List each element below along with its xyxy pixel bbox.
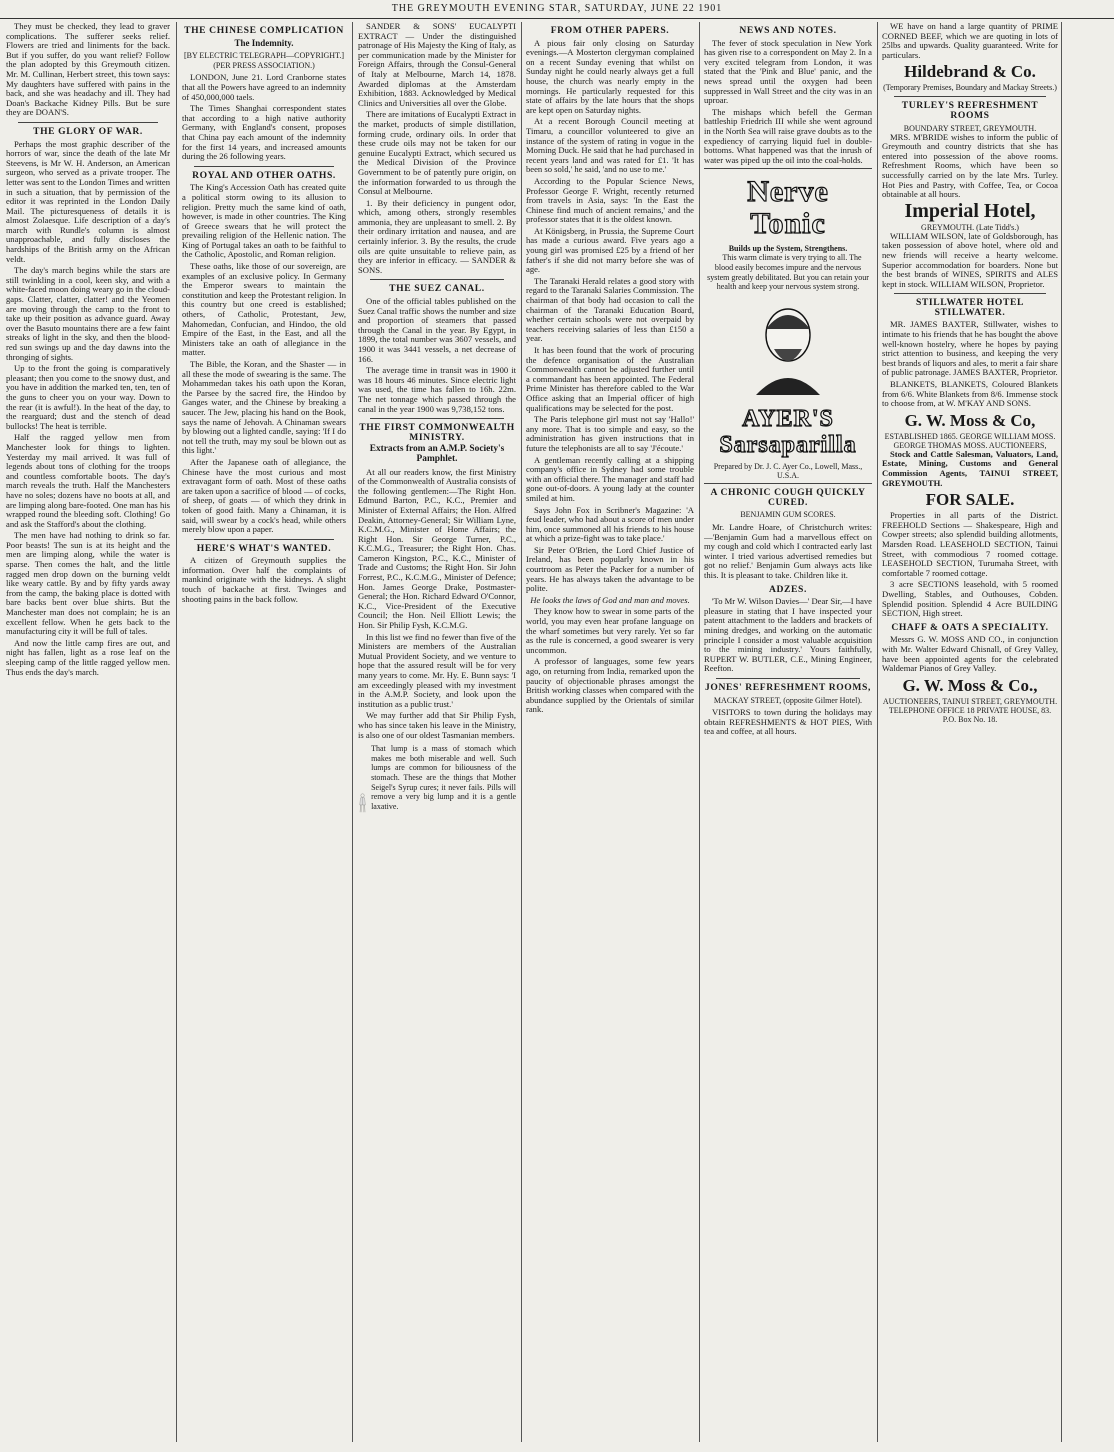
- ad-subtitle: GREYMOUTH. (Late Tidd's.): [921, 222, 1019, 232]
- article-paragraph: The King's Accession Oath has created quite a political storm owing to its allusion to religion. Pretty much the same kind of oath, however, is made in other countries. The King of Greece swears that he will protect the prevailing religion of the Hellenic nation. The King of Portugal takes an oath to be faithful to the Catholic, Apostolic, and Roman religion.: [182, 182, 346, 260]
- article-paragraph: Sir Peter O'Brien, the Lord Chief Justice of Ireland, has been popularly known in his courtroom as Peter the Packer for a number of years. He has always taken the advantage to be polite.: [526, 544, 694, 594]
- divider: [194, 166, 334, 167]
- ayers-caption: Prepared by Dr. J. C. Ayer Co., Lowell, Mass., U.S.A.: [713, 462, 863, 481]
- ad-paragraph: 3 acre SECTIONS leasehold, with 5 roomed Dwelling, Stables, and Outhouses, Cobden. Splendid position. Splendid 4 Acre BUILDING SECTION, High street.: [882, 579, 1058, 619]
- article-paragraph: Half the ragged yellow men from Manchester look for things to lighten. Yesterday my mail arrived. It was full of legends about tons of clothing for the troops and countless comfortable boots. The day's march reveals the truth. Half the Manchesters have no soles; dozens have no boots at all, and are limping along bare-footed. One man has his wrapped round the bleeding soft. Clothing! Go and ask the Stafford's about the clothing.: [6, 432, 170, 529]
- ad-paragraph: MR. JAMES BAXTER, Stillwater, wishes to intimate to his friends that he has bought the above well-known hostelry, where he hopes by paying strict attention to business, and keeping the very best brands of liquors and ales, to merit a fair share of public patronage. JAMES BAXTER, Proprietor.: [882, 319, 1058, 378]
- column-rule: [699, 22, 700, 1442]
- column-rule: [176, 22, 177, 1442]
- ad-paragraph: WE have on hand a large quantity of PRIME CORNED BEEF, which we are quoting in lots of 25lbs and upwards. Quality guaranteed. Write for particulars.: [882, 22, 1058, 60]
- article-paragraph: Up to the front the going is comparatively pleasant; then you come to the snowy dust, and you have in addition the marked ten, ten, ten of the guns to cheer you on your way. Down to the rear (it is awful!). In the heat of the day, to the rearguard; dust and the stench of dead bullocks! The heat is terrible.: [6, 363, 170, 431]
- divider: [894, 96, 1046, 97]
- moss-logo-2: G. W. Moss & Co.,: [902, 675, 1038, 695]
- article-heading-chronic-cough: A CHRONIC COUGH QUICKLY CURED.: [710, 487, 866, 508]
- article-paragraph: The Times Shanghai correspondent states that according to a high native authority Germany, with England's consent, proposes that China pay each amount of the indemnity for the first 14 years, and increased amounts during the 26 following years.: [182, 103, 346, 162]
- article-paragraph: A professor of languages, some few years ago, on returning from India, remarked upon the paucity of objectionable phrases amongst the British working classes when compared with the abundance supplied by the Orientals of similar rank.: [526, 656, 694, 715]
- subheading: The Indemnity.: [234, 37, 294, 48]
- article-paragraph: The fever of stock speculation in New York has given rise to a correspondent on May 2. In a very excited telegram from London, it was stated that the 'Pink and Blue' panic, and the news spread until the oxygen had been suppressed in Wall Street and the city was in an uproar.: [704, 37, 872, 106]
- ad-paragraph: Messrs G. W. MOSS AND CO., in conjunction with Mr. Walter Edward Chisnall, of Grey Valley, have been appointed agents for the celebrated Waldemar Pianos of Grey Valley.: [882, 634, 1058, 674]
- nerve-tonic-headline: Nerve Tonic: [747, 175, 829, 241]
- article-heading-chinese-complication: THE CHINESE COMPLICATION: [184, 25, 344, 36]
- article-heading-other-papers: FROM OTHER PAPERS.: [550, 25, 670, 36]
- divider: [370, 418, 504, 419]
- article-paragraph: After the Japanese oath of allegiance, the Chinese have the most curious and most extravagant form of oath. Most of these oaths are taken upon a sacrifice of blood — of cocks, of sheep, of goats — of which they drink in token of good faith. Many a Chinaman, it is said, will swear by a cock's head, while others merely blow upon a paper.: [182, 456, 346, 535]
- column-1: [6, 22, 170, 1442]
- ayers-sarsaparilla-headline: AYER'S Sarsaparilla: [719, 406, 857, 459]
- article-paragraph: VISITORS to town during the holidays may obtain REFRESHMENTS & HOT PIES, With tea and coffee, at all hours.: [704, 707, 872, 737]
- column-2: [182, 22, 346, 1442]
- article-paragraph: A citizen of Greymouth supplies the information. Over half the complaints of mankind originate with the kidneys. A slight touch of backache at first. Twinges and shooting pains in the back follow.: [182, 555, 346, 604]
- sanders-ad-paragraph: SANDER & SONS' EUCALYPTI EXTRACT — Under the distinguished patronage of His Majesty the King of Italy, as per communication made by the Minister for Foreign Affairs, through the Consul-General of Italy at Melbourne, March 14, 1878. Awarded diplomas at the Amsterdam Exhibition, 1883. Acknowledged by Medical Clinics and Universities all over the Globe.: [358, 22, 516, 108]
- for-sale-heading: FOR SALE.: [925, 490, 1015, 510]
- portrait-illustration-icon: [746, 299, 830, 395]
- ad-subtitle: BOUNDARY STREET, GREYMOUTH.: [903, 123, 1037, 133]
- moss-logo: G. W. Moss & Co,: [904, 410, 1036, 430]
- ad-paragraph: Properties in all parts of the District. FREEHOLD Sections — Shakespeare, High and Cowper streets; also splendid building allotments, Marsden Road. LEASEHOLD SECTION, Tainui Street, with commodious 7 roomed cottage. LEASEHOLD SECTION, Turumaha Street, with comfortable 7 roomed cottage.: [882, 510, 1058, 578]
- article-paragraph: Says John Fox in Scribner's Magazine: 'A feud leader, who had about a score of men under him, once summoned all his friends to his house at which a prize-fight was to take place.': [526, 504, 694, 544]
- article-paragraph: Perhaps the most graphic describer of the horrors of war, since the death of the late Mr Steevens, is Mr W. H. Anderson, an American surgeon, who served as a private trooper. The letter was sent to the London Times and written in such a situation, that by permission of the editor it was reprinted in the London Daily Mail. The picturesqueness of details it is almost Zolaesque. Life description of a day's march with Rundle's column is almost unapproachable, and fully discloses the hardships of the British army on the African veldt.: [6, 138, 170, 264]
- article-paragraph: The mishaps which befell the German battleship Friedrich III while she went aground in the North Sea will raise grave doubts as to the expediency of carrying liquid fuel in double-bottoms. What happened was that the inrush of water was piped up the oil into the coal-holds.: [704, 106, 872, 165]
- subheading: MACKAY STREET, (opposite Gilmer Hotel).: [713, 695, 863, 705]
- imperial-hotel-logo: Imperial Hotel,: [904, 199, 1036, 222]
- divider: [716, 678, 860, 679]
- column-rule: [877, 22, 878, 1442]
- ad-subtitle: (Temporary Premises, Boundary and Mackay Streets.): [883, 83, 1057, 93]
- sanders-ad-paragraph: There are imitations of Eucalypti Extract in the market, products of simple distillation, forming crude, ordinary oils. In order that these crude oils may not be taken for our genuine Eucalypti Extract, which secured us the Medical Division of the Province Government to be of patently pure origin, on the information forwarded to us through the Consul at Melbourne.: [358, 109, 516, 197]
- masthead: THE GREYMOUTH EVENING STAR, SATURDAY, JUNE 22 1901: [0, 0, 1114, 19]
- article-heading-news-notes: NEWS AND NOTES.: [739, 25, 837, 36]
- article-paragraph: We may further add that Sir Philip Fysh, who has since taken his leave in the Ministry, is also one of our oldest Tasmanian members.: [358, 710, 516, 740]
- pills-ad-text: That lump is a mass of stomach which makes me both miserable and well. Such lumps are common for biliousness of the stomach. These are the things that Mother Seigel's Syrup cures; it never fails. Pills will remove a very big lump and it is a gentle laxative.: [371, 744, 516, 811]
- column-6: [882, 22, 1058, 1442]
- article-heading-glory-of-war: THE GLORY OF WAR.: [33, 125, 143, 137]
- ad-paragraph: MRS. M'BRIDE wishes to inform the public of Greymouth and country districts that she has entered into possession of the above rooms. Refreshment Rooms, which have been so successfully carried on by the late Mrs. Turley. Hot Pies and Pastry, with Coffee, Tea, or Cocoa obtainable at all hours.: [882, 131, 1058, 200]
- article-paragraph: The day's march begins while the stars are still twinkling in a cool, keen sky, and with a white-faced moon doing weary go in the cloud-gaps. Clatter, clatter, clatter! and the Yeomen are moving through the camp to the front to take up their position as advance guard. Away over the Basuto mountains there are a few faint streaks of light in the sky, and then the blood-red sun swings up and the day dawns into the thronging of sights.: [6, 265, 170, 362]
- column-7-edge: [1066, 22, 1112, 1442]
- hildebrand-logo: Hildebrand & Co.: [904, 62, 1036, 82]
- wire-credit: [BY ELECTRIC TELEGRAPH—COPYRIGHT.] (PER PRESS ASSOCIATION.): [183, 51, 345, 70]
- column-rule: [1061, 22, 1062, 1442]
- column-5: [704, 22, 872, 1442]
- divider: [18, 122, 158, 123]
- ayers-ad: [704, 168, 872, 484]
- stillwater-hotel-heading: STILLWATER HOTEL STILLWATER.: [916, 297, 1024, 318]
- article-heading-suez-canal: THE SUEZ CANAL.: [389, 283, 485, 295]
- column-3: [358, 22, 516, 1442]
- column-rule: [352, 22, 353, 1442]
- ad-paragraph: WILLIAM WILSON, late of Goldsborough, has taken possession of above hotel, where old and new friends will receive a hearty welcome. Superior accommodation for boarders. None but the best brands of WINES, SPIRITS and ALES kept in stock. WILLIAM WILSON, Proprietor.: [882, 230, 1058, 289]
- article-paragraph: They know how to swear in some parts of the world, you may even hear profane language on the wharf sometimes but very rarely. Yet so far as the rule is concerned, a good swearer is very uncommon.: [526, 606, 694, 655]
- article-paragraph: The Bible, the Koran, and the Shaster — in all these the mode of swearing is the same. The Mohammedan takes his oath upon the Koran, the Parsee by the sacred fire, the Hindoo by Ganges water, and the Chinese by breaking a saucer. The Jew, placing his hand on the Book, says the name of Jehovah. A Chinaman swears by blowing out a lighted candle, saying: 'If I do not tell the truth, may my soul be blown out as this light.': [182, 359, 346, 456]
- article-paragraph: One of the official tables published on the Suez Canal traffic shows the number and size and proportion of steamers that passed through the Canal in the year. By Egypt, in 1899, the total number was 3607 vessels, and 1900 it was 3441 vessels, a net decrease of 166.: [358, 296, 516, 364]
- column-4: [526, 22, 694, 1442]
- man-illustration-icon: [358, 744, 367, 862]
- verse: He looks the laws of God and man and moves.: [530, 594, 690, 605]
- article-paragraph: And now the little camp fires are out, and night has fallen, light as a rose leaf on the sleeping camp of the little ragged yellow men. Thus ends the day's march.: [6, 637, 170, 677]
- article-heading-royal-oaths: ROYAL AND OTHER OATHS.: [192, 169, 336, 181]
- article-paragraph: The Paris telephone girl must not say 'Hallo!' any more. That is too simple and easy, so the administration has given instructions that in future the telephonists are all to say 'J'écoute.': [526, 414, 694, 453]
- ad-subtitle: ESTABLISHED 1865. GEORGE WILLIAM MOSS. GEORGE THOMAS MOSS. AUCTIONEERS,: [884, 431, 1056, 450]
- subheading: Extracts from an A.M.P. Society's Pamphlet.: [369, 444, 505, 464]
- article-paragraph: Mr. Landre Hoare, of Christchurch writes:—'Benjamin Gum had a marvellous effect on my cough and cold which I contracted early last winter. I tried various advertised remedies but got no relief.' Benjamin Gum always acts like this. It is pleasant to take. Children like it.: [704, 522, 872, 581]
- article-heading-whats-wanted: HERE'S WHAT'S WANTED.: [196, 542, 332, 554]
- refreshment-rooms-heading: TURLEY'S REFRESHMENT ROOMS: [901, 100, 1039, 121]
- article-paragraph: 'To Mr W. Wilson Davies—' Dear Sir,—I have pleasure in stating that I have inspected your patent attachment to the ladders and brackets of mining dredges, and working on the automatic principle I consider a most valuable acquisition to the mining industry.' Yours faithfully, RUPERT W. BUTLER, C.E., Mining Engineer, Reefton.: [704, 596, 872, 674]
- article-paragraph: According to the Popular Science News, Professor George F. Wright, recently returned from travels in Asia, says: 'In the East the Chinese find much of ancient remains,' and the professor states that it is the oldest known.: [526, 175, 694, 225]
- ad-subtitle: AUCTIONEERS, TAINUI STREET, GREYMOUTH. TELEPHONE OFFICE 18 PRIVATE HOUSE, 83. P.O. Box No. 18.: [882, 696, 1058, 724]
- ad-paragraph: Stock and Cattle Salesman, Valuators, Land, Estate, Mining, Customs and General Commission Agents, TAINUI STREET, GREYMOUTH.: [882, 448, 1058, 488]
- article-paragraph: The average time in transit was in 1900 it was 18 hours 46 minutes. Since electric light was used, the time has fallen to 16h. 22m. The net tonnage which passed through the canal in the year 1900 was 9,738,152 tons.: [358, 365, 516, 414]
- article-paragraph: At Königsberg, in Prussia, the Supreme Court has made a curious award. Five years ago a young girl was promised £25 by a friend of her father's if she did not marry before she was of age.: [526, 225, 694, 275]
- pills-ad: [358, 744, 516, 862]
- article-heading-adzes: ADZES.: [769, 583, 807, 595]
- subheading: BENJAMIN GUM SCORES.: [740, 510, 836, 520]
- article-paragraph: A pious fair only closing on Saturday evenings.—A Mosterton clergyman complained on a recent Sunday evening that whilst on Sunday night he could nearly always get a full house, the church was nearly empty in the mornings. He particularly requested for this state of affairs by the late hours that the shops are kept open on Saturday nights.: [526, 37, 694, 115]
- article-paragraph: A gentleman recently calling at a shipping company's office in Sydney had some trouble with an official there. The manager and staff had gone out-of-doors. A young lady at the counter smiled at him.: [526, 454, 694, 503]
- divider: [370, 279, 504, 280]
- ad-paragraph: BLANKETS, BLANKETS, Coloured Blankets from 6/6. White Blankets from 8/6. Immense stock to choose from, at W. M'KAY AND SONS.: [882, 379, 1058, 409]
- nerve-tonic-sub: Builds up the System, Strengthens.: [728, 244, 848, 254]
- chaff-oats-heading: CHAFF & OATS A SPECIALITY.: [891, 621, 1049, 633]
- divider: [194, 539, 334, 540]
- article-paragraph: The men have had nothing to drink so far. Poor beasts! The sun is at its height and the men are limping along, while the water is sparse. Then comes the halt, and the little ragged men drop down on the burning veldt like weary cattle. By and by fifty yards away from the camp, the baking place is dotted with bare backs bent over blue shirts. But the Manchester man does not complain; he is an excellent fellow. When he gets back to the manufacturing city it will be full of tales.: [6, 530, 170, 637]
- article-paragraph: These oaths, like those of our sovereign, are examples of an exclusive policy. In Germany the Emperor swears to maintain the constitution and keep the Protestant religion. In this country but one creed is established; others, of Catholic, Protestant, Jew, Mahomedan, Confucian, and Hindoo, the old Empire of the East, in the East, and all the Ministers take an oath of allegiance in the matter.: [182, 261, 346, 358]
- sanders-ad-paragraph: 1. By their deficiency in pungent odor, which, among others, strongly resembles ammonia, they are unpleasant to smell. 2. By their ordinary irritation and nausea, and are certainly inferior. 3. By the results, the crude oils are quite unsuitable to relieve pain, as they are inferior in efficacy. — SANDER & SONS.: [358, 197, 516, 275]
- article-paragraph: In this list we find no fewer than five of the Ministers are members of the Australian Mutual Provident Society, and we venture to hope that the assured result will be for very many years to come. Mr. Hy. E. Bunn says: 'I am exceedingly pleased with my investment in the A.M.P. Society, and look upon the institution as a public trust.': [358, 631, 516, 709]
- column-rule: [521, 22, 522, 1442]
- article-paragraph: At a recent Borough Council meeting at Timaru, a councillor volunteered to give an instance of the system of rating in vogue in the Morning Duck. He said that he had purchased in recent years land and was rated for £1. 'It has been so sold,' he said, 'and no use to me.': [526, 116, 694, 175]
- nerve-tonic-text: This warm climate is very trying to all. The blood easily becomes impure and the nervous system greatly debilitated. But you can retain your health and keep your nervous system strong.: [707, 253, 869, 292]
- article-paragraph: The Taranaki Herald relates a good story with regard to the Taranaki Salaries Commission. The chairman of that body had occasion to call the chairman of the Taranaki Education Board, whether certain schools were not overpaid by teachers receiving salaries of less than £150 a year.: [526, 275, 694, 344]
- divider: [894, 293, 1046, 294]
- article-paragraph: It has been found that the work of procuring the defence organisation of the Australian Commonwealth cannot be adjusted further until a commandant has been appointed. The Federal Prime Minister has therefore cabled to the War Office asking that an Imperial officer of high qualifications may be selected for the post.: [526, 345, 694, 413]
- doans-intro: They must be checked, they lead to graver complications. The sufferer seeks relief. Flowers are tried and liniments for the back. But if you suffer, do you want relief? Follow the plan adopted by this Greymouth citizen. Mr. M. Cullinan, Herbert street, this town says: My daughters have suffered with pains in the back, and she was headachy and ill. They had Doan's Backache Kidney Pills. But be sure they are DOAN'S.: [6, 22, 170, 118]
- article-paragraph: LONDON, June 21. Lord Cranborne states that all the Powers have agreed to an indemnity of 450,000,000 taels.: [182, 72, 346, 102]
- article-heading-commonwealth-ministry: THE FIRST COMMONWEALTH MINISTRY.: [359, 422, 515, 443]
- article-paragraph: At all our readers know, the first Ministry of the Commonwealth of Australia consists of the following gentlemen:—The Right Hon. Edmund Barton, P.C., K.C., Premier and Minister of External Affairs; the Hon. Alfred Deakin, Attorney-General; Sir William Lyne, K.C.M.G., Minister of Home Affairs; the Right Hon. Sir George Turner, P.C., K.C.M.G., Treasurer; the Right Hon. Chas. Cameron Kingston, P.C., K.C., Minister of Trade and Customs; the Right Hon. Sir John Forrest, P.C., K.C.M.G., Minister of Defence; Hon. James George Drake, Postmaster-General; the Hon. Richard Edward O'Connor, K.C., Vice-President of the Executive Council; the Hon. Neil Elliott Lewis; the Hon. Sir Philip Fysh, K.C.M.G.: [358, 466, 516, 631]
- jones-refreshment-heading: JONES' REFRESHMENT ROOMS,: [705, 681, 871, 693]
